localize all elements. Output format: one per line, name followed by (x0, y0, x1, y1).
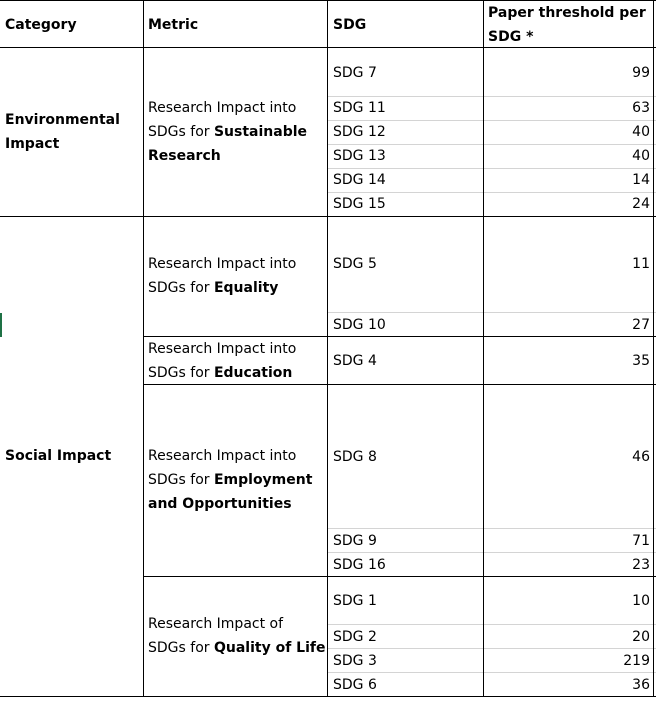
metric-employment-line1: Research Impact into (148, 448, 297, 464)
metric-employment-line2 (148, 468, 312, 492)
metric-prefix: SDGs for (148, 472, 214, 488)
threshold-cell: 27 (632, 317, 650, 333)
metric-sustainable-line3: Research (148, 148, 221, 164)
environmental-bottom-border (0, 216, 656, 217)
category-environmental-line2: Impact (5, 136, 60, 152)
sdg-cell: SDG 11 (333, 100, 386, 116)
sdg-cell: SDG 9 (333, 533, 377, 549)
metric-emphasis: Quality of Life (213, 640, 326, 656)
sdg-cell: SDG 1 (333, 593, 377, 609)
metric-emphasis: Sustainable (213, 124, 308, 140)
threshold-cell: 35 (632, 353, 650, 369)
threshold-cell: 24 (632, 196, 650, 212)
sdg-cell: SDG 2 (333, 629, 377, 645)
metric-equality-line1: Research Impact into (148, 256, 297, 272)
header-bottom-border (0, 47, 656, 48)
header-threshold-line1: Paper threshold per (488, 5, 646, 21)
metric-prefix: SDGs for (148, 365, 214, 381)
threshold-cell: 36 (632, 677, 650, 693)
sdg-cell: SDG 7 (333, 65, 377, 81)
sdg-cell: SDG 14 (333, 172, 386, 188)
metric-quality-line1: Research Impact of (148, 616, 284, 632)
metric-employment-line3: and Opportunities (148, 496, 292, 512)
metric-equality-line2 (148, 276, 278, 300)
cell-selection-marker (0, 313, 2, 337)
metric-quality-line2 (148, 636, 325, 660)
header-threshold-line2: SDG * (488, 29, 534, 45)
col-divider (327, 0, 328, 697)
col-divider (143, 0, 144, 697)
sdg-cell: SDG 15 (333, 196, 386, 212)
sdg-cell: SDG 16 (333, 557, 386, 573)
metric-emphasis: Education (213, 365, 293, 381)
sdg-cell: SDG 5 (333, 256, 377, 272)
sdg-cell: SDG 6 (333, 677, 377, 693)
category-social: Social Impact (5, 448, 112, 464)
threshold-cell: 219 (623, 653, 650, 669)
metric-emphasis: Employment (213, 472, 313, 488)
metric-emphasis: Equality (213, 280, 279, 296)
threshold-cell: 23 (632, 557, 650, 573)
metric-education-line2 (148, 361, 292, 385)
threshold-cell: 99 (632, 65, 650, 81)
threshold-cell: 11 (632, 256, 650, 272)
metric-prefix: SDGs for (148, 124, 214, 140)
threshold-cell: 14 (632, 172, 650, 188)
threshold-cell: 10 (632, 593, 650, 609)
threshold-cell: 71 (632, 533, 650, 549)
sdg-cell: SDG 8 (333, 449, 377, 465)
metric-sustainable-line2 (148, 120, 307, 144)
threshold-cell: 63 (632, 100, 650, 116)
sdg-cell: SDG 13 (333, 148, 386, 164)
sdg-cell: SDG 12 (333, 124, 386, 140)
threshold-cell: 40 (632, 124, 650, 140)
threshold-cell: 40 (632, 148, 650, 164)
sdg-cell: SDG 4 (333, 353, 377, 369)
category-environmental-line1: Environmental (5, 112, 120, 128)
metric-prefix: SDGs for (148, 280, 214, 296)
threshold-cell: 20 (632, 629, 650, 645)
header-sdg: SDG (333, 17, 367, 33)
col-divider (653, 0, 654, 697)
threshold-cell: 46 (632, 449, 650, 465)
sdg-cell: SDG 3 (333, 653, 377, 669)
metric-prefix: SDGs for (148, 640, 214, 656)
metric-sustainable-line1: Research Impact into (148, 100, 297, 116)
header-metric: Metric (148, 17, 199, 33)
header-category: Category (5, 17, 77, 33)
sdg-cell: SDG 10 (333, 317, 386, 333)
metric-education-line1: Research Impact into (148, 341, 297, 357)
